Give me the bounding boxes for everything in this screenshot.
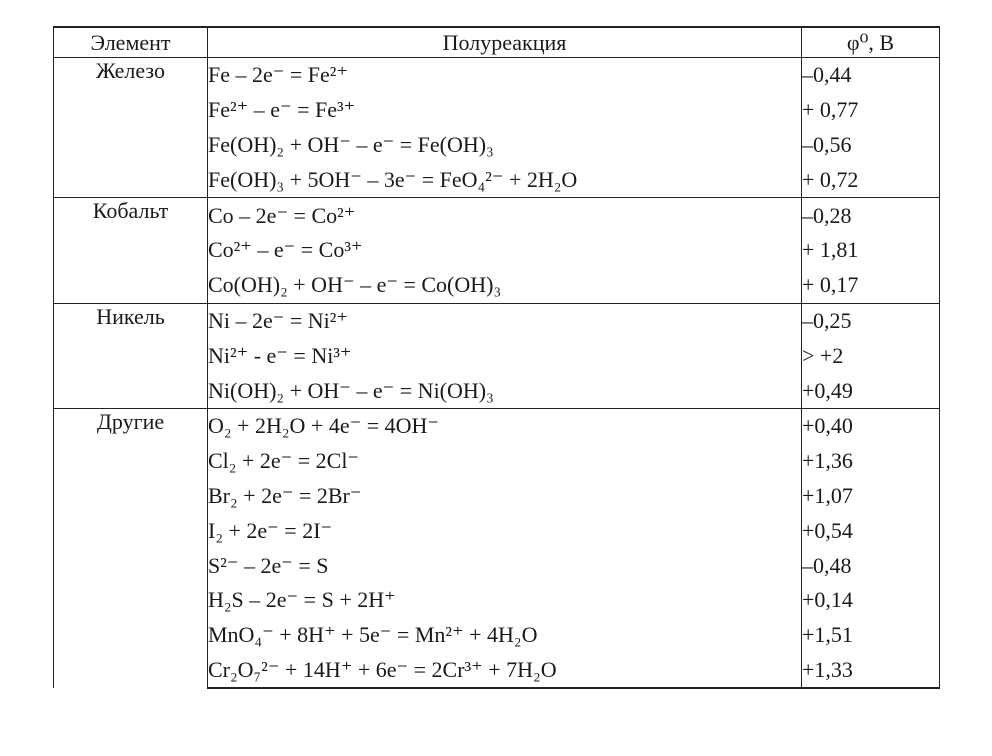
table-row bbox=[54, 198, 940, 233]
potential-cell: + 0,17 bbox=[802, 268, 940, 303]
potential-cell: +0,40 bbox=[802, 408, 940, 443]
header-element: Элемент bbox=[54, 27, 208, 58]
potential-cell: +1,51 bbox=[802, 618, 940, 653]
half-reaction-table bbox=[53, 26, 940, 689]
half-reaction-cell: Ni(OH)₂ + OH⁻ – e⁻ = Ni(OH)₃ bbox=[208, 373, 802, 408]
potential-cell: + 0,72 bbox=[802, 162, 940, 197]
header-reaction: Полуреакция bbox=[208, 27, 802, 58]
potential-cell: + 1,81 bbox=[802, 233, 940, 268]
potential-cell: –0,48 bbox=[802, 548, 940, 583]
half-reaction-cell: H₂S – 2e⁻ = S + 2H⁺ bbox=[208, 583, 802, 618]
half-reaction-cell: Co(OH)₂ + OH⁻ – e⁻ = Co(OH)₃ bbox=[208, 268, 802, 303]
element-name-cell: Другие bbox=[54, 408, 208, 688]
potential-cell: +0,14 bbox=[802, 583, 940, 618]
half-reaction-cell: Fe – 2e⁻ = Fe²⁺ bbox=[208, 58, 802, 93]
potential-cell: –0,56 bbox=[802, 128, 940, 163]
half-reaction-cell: MnO₄⁻ + 8H⁺ + 5e⁻ = Mn²⁺ + 4H₂O bbox=[208, 618, 802, 653]
element-name-cell: Железо bbox=[54, 58, 208, 198]
half-reaction-cell: Ni²⁺ - e⁻ = Ni³⁺ bbox=[208, 338, 802, 373]
potential-cell: +1,36 bbox=[802, 444, 940, 479]
half-reaction-cell: Ni – 2e⁻ = Ni²⁺ bbox=[208, 303, 802, 338]
potential-cell: + 0,77 bbox=[802, 93, 940, 128]
half-reaction-cell: Fe(OH)₃ + 5OH⁻ – 3e⁻ = FeO₄²⁻ + 2H₂O bbox=[208, 162, 802, 197]
table-body bbox=[54, 58, 940, 689]
element-name-cell: Кобальт bbox=[54, 198, 208, 303]
half-reaction-cell: Cr₂O₇²⁻ + 14H⁺ + 6e⁻ = 2Cr³⁺ + 7H₂O bbox=[208, 653, 802, 689]
half-reaction-cell: Br₂ + 2e⁻ = 2Br⁻ bbox=[208, 479, 802, 514]
header-row bbox=[54, 27, 940, 58]
table-row bbox=[54, 303, 940, 338]
potential-cell: –0,25 bbox=[802, 303, 940, 338]
half-reaction-cell: Co²⁺ – e⁻ = Co³⁺ bbox=[208, 233, 802, 268]
potential-cell: +0,49 bbox=[802, 373, 940, 408]
half-reaction-cell: O₂ + 2H₂O + 4e⁻ = 4OH⁻ bbox=[208, 408, 802, 443]
potential-cell: +0,54 bbox=[802, 513, 940, 548]
table-row bbox=[54, 408, 940, 443]
half-reaction-cell: Co – 2e⁻ = Co²⁺ bbox=[208, 198, 802, 233]
header-potential: φ⁰, В bbox=[802, 27, 940, 58]
half-reaction-cell: S²⁻ – 2e⁻ = S bbox=[208, 548, 802, 583]
potential-cell: +1,33 bbox=[802, 653, 940, 689]
potential-cell: > +2 bbox=[802, 338, 940, 373]
element-name-cell: Никель bbox=[54, 303, 208, 408]
potential-cell: +1,07 bbox=[802, 479, 940, 514]
potential-cell: –0,44 bbox=[802, 58, 940, 93]
half-reaction-cell: Fe(OH)₂ + OH⁻ – e⁻ = Fe(OH)₃ bbox=[208, 128, 802, 163]
half-reaction-cell: I₂ + 2e⁻ = 2I⁻ bbox=[208, 513, 802, 548]
table-row bbox=[54, 58, 940, 93]
potential-cell: –0,28 bbox=[802, 198, 940, 233]
half-reaction-cell: Fe²⁺ – e⁻ = Fe³⁺ bbox=[208, 93, 802, 128]
half-reaction-cell: Cl₂ + 2e⁻ = 2Cl⁻ bbox=[208, 444, 802, 479]
